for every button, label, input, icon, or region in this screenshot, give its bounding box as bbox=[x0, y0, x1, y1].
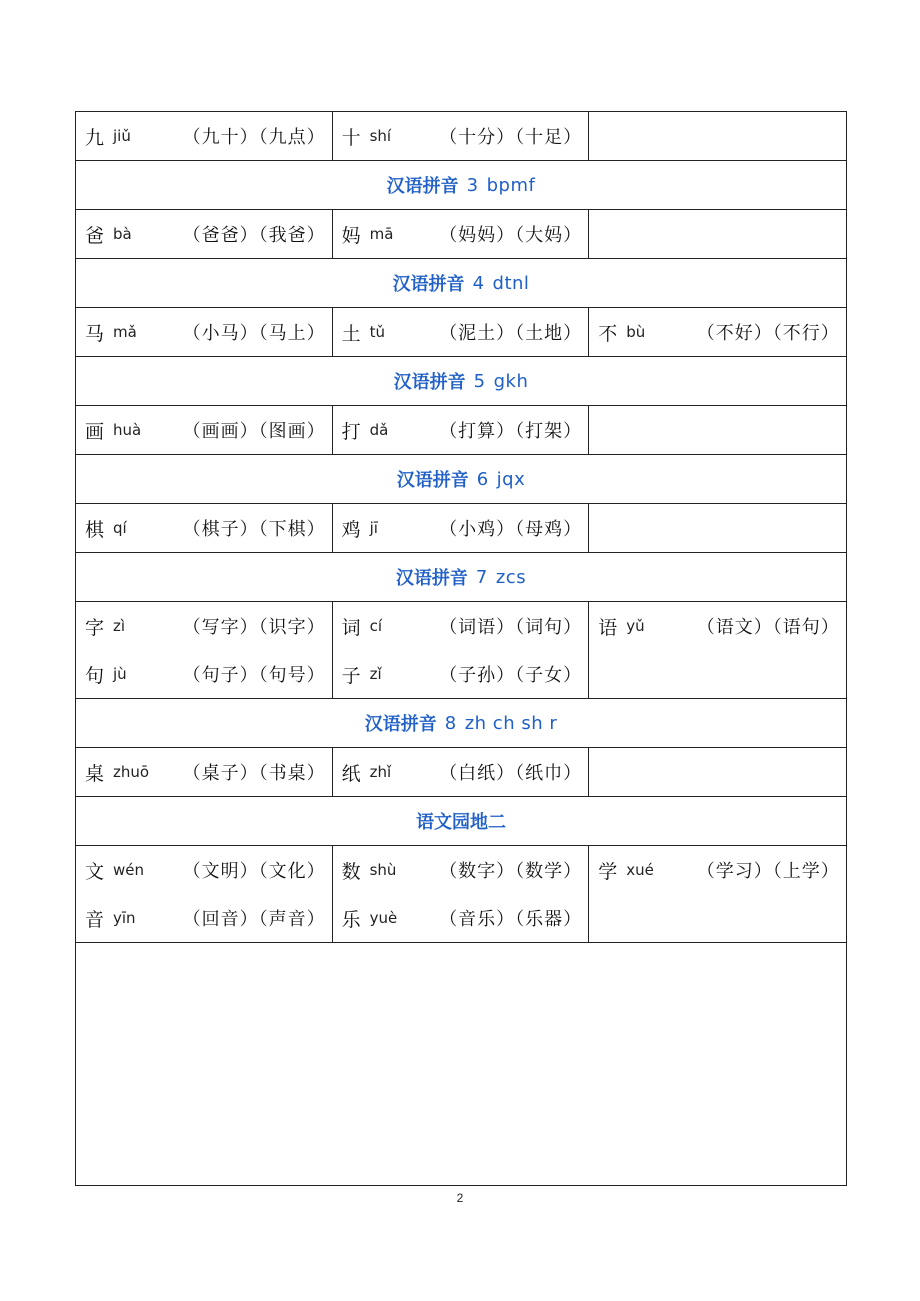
section-number: 5 bbox=[473, 370, 486, 392]
example-words: （回音）（声音） bbox=[182, 909, 326, 930]
section-pinyin: zcs bbox=[495, 566, 527, 588]
word-entry bbox=[85, 602, 326, 650]
pinyin: dǎ bbox=[369, 421, 389, 439]
example-words: （打算）（打架） bbox=[439, 421, 583, 442]
word-cell bbox=[76, 406, 333, 454]
word-entry bbox=[85, 650, 326, 698]
pinyin: yīn bbox=[113, 909, 136, 927]
section-number: 6 bbox=[476, 468, 489, 490]
pinyin: shí bbox=[369, 127, 392, 145]
word-cell bbox=[333, 112, 590, 160]
word-entry bbox=[598, 602, 840, 650]
pinyin: zǐ bbox=[369, 665, 382, 683]
section-header bbox=[76, 553, 846, 602]
word-cell bbox=[76, 602, 333, 698]
word-cell bbox=[589, 406, 846, 454]
word-entry bbox=[342, 650, 583, 698]
example-words: （写字）（识字） bbox=[182, 617, 326, 638]
page-number: 2 bbox=[456, 1191, 464, 1205]
word-cell bbox=[76, 112, 333, 160]
pinyin: jù bbox=[113, 665, 127, 683]
example-words: （语文）（语句） bbox=[696, 617, 840, 638]
section-pinyin: zh ch sh r bbox=[464, 712, 558, 734]
section-title: 语文园地二 bbox=[416, 812, 506, 833]
pinyin: qí bbox=[113, 519, 127, 537]
hanzi-char: 妈 bbox=[341, 224, 361, 247]
word-row bbox=[76, 748, 846, 797]
hanzi-char: 马 bbox=[85, 322, 105, 345]
blank-area bbox=[76, 943, 846, 1186]
word-entry bbox=[598, 308, 840, 356]
example-words: （不好）（不行） bbox=[696, 323, 840, 344]
example-words: （爸爸）（我爸） bbox=[182, 225, 326, 246]
hanzi-char: 学 bbox=[598, 860, 618, 883]
word-row bbox=[76, 504, 846, 553]
pinyin: mā bbox=[369, 225, 394, 243]
pinyin: shù bbox=[369, 861, 397, 879]
word-cell bbox=[589, 308, 846, 356]
section-header bbox=[76, 357, 846, 406]
word-cell bbox=[333, 846, 590, 942]
pinyin: tǔ bbox=[369, 323, 385, 341]
word-cell bbox=[589, 602, 846, 698]
section-pinyin: jqx bbox=[496, 468, 526, 490]
word-entry bbox=[85, 504, 326, 552]
section-title: 汉语拼音 bbox=[392, 274, 465, 295]
hanzi-char: 数 bbox=[341, 860, 361, 883]
hanzi-char: 画 bbox=[85, 420, 105, 443]
example-words: （学习）（上学） bbox=[696, 861, 840, 882]
pinyin: zhǐ bbox=[369, 763, 392, 781]
word-entry bbox=[85, 308, 326, 356]
word-cell bbox=[333, 504, 590, 552]
example-words: （小马）（马上） bbox=[182, 323, 326, 344]
hanzi-char: 纸 bbox=[341, 762, 361, 785]
pinyin: yuè bbox=[369, 909, 398, 927]
section-header bbox=[76, 259, 846, 308]
word-entry bbox=[342, 894, 583, 942]
word-entry bbox=[85, 406, 326, 454]
section-pinyin: gkh bbox=[493, 370, 529, 392]
section-number: 4 bbox=[472, 272, 485, 294]
example-words: （画画）（图画） bbox=[182, 421, 326, 442]
word-cell bbox=[76, 504, 333, 552]
example-words: （棋子）（下棋） bbox=[182, 519, 326, 540]
hanzi-char: 字 bbox=[85, 616, 105, 639]
hanzi-char: 打 bbox=[341, 420, 361, 443]
hanzi-char: 棋 bbox=[85, 518, 105, 541]
word-cell bbox=[333, 406, 590, 454]
word-row bbox=[76, 210, 846, 259]
word-entry bbox=[85, 112, 326, 160]
word-entry bbox=[342, 602, 583, 650]
hanzi-char: 词 bbox=[341, 616, 361, 639]
word-cell bbox=[76, 846, 333, 942]
example-words: （妈妈）（大妈） bbox=[439, 225, 583, 246]
section-number: 3 bbox=[466, 174, 479, 196]
pinyin: bù bbox=[626, 323, 646, 341]
section-title: 汉语拼音 bbox=[396, 470, 469, 491]
hanzi-char: 文 bbox=[85, 860, 105, 883]
word-cell bbox=[589, 112, 846, 160]
section-header bbox=[76, 699, 846, 748]
hanzi-char: 鸡 bbox=[341, 518, 361, 541]
word-cell bbox=[333, 210, 590, 258]
example-words: （子孙）（子女） bbox=[439, 665, 583, 686]
example-words: （音乐）（乐器） bbox=[439, 909, 583, 930]
word-cell bbox=[333, 602, 590, 698]
pinyin: yǔ bbox=[626, 617, 645, 635]
word-row bbox=[76, 308, 846, 357]
pinyin: jiǔ bbox=[113, 127, 131, 145]
vocabulary-table bbox=[75, 111, 847, 1186]
example-words: （十分）（十足） bbox=[439, 127, 583, 148]
example-words: （文明）（文化） bbox=[182, 861, 326, 882]
word-cell bbox=[76, 308, 333, 356]
word-cell bbox=[589, 210, 846, 258]
word-entry bbox=[342, 748, 583, 796]
pinyin: zì bbox=[113, 617, 126, 635]
hanzi-char: 桌 bbox=[85, 762, 105, 785]
hanzi-char: 九 bbox=[85, 126, 105, 149]
pinyin: wén bbox=[113, 861, 145, 879]
word-entry bbox=[85, 748, 326, 796]
example-words: （数字）（数学） bbox=[439, 861, 583, 882]
hanzi-char: 不 bbox=[598, 322, 618, 345]
example-words: （桌子）（书桌） bbox=[182, 763, 326, 784]
pinyin: mǎ bbox=[113, 323, 137, 341]
word-cell bbox=[589, 748, 846, 796]
section-header bbox=[76, 455, 846, 504]
section-pinyin: bpmf bbox=[486, 174, 536, 196]
section-title: 汉语拼音 bbox=[393, 372, 466, 393]
word-entry bbox=[342, 112, 583, 160]
pinyin: zhuō bbox=[113, 763, 150, 781]
hanzi-char: 十 bbox=[341, 126, 361, 149]
word-row bbox=[76, 846, 846, 943]
word-entry bbox=[342, 846, 583, 894]
pinyin: bà bbox=[113, 225, 132, 243]
section-title: 汉语拼音 bbox=[364, 714, 437, 735]
hanzi-char: 爸 bbox=[85, 224, 105, 247]
example-words: （九十）（九点） bbox=[182, 127, 326, 148]
word-row bbox=[76, 602, 846, 699]
hanzi-char: 土 bbox=[341, 322, 361, 345]
example-words: （词语）（词句） bbox=[439, 617, 583, 638]
hanzi-char: 音 bbox=[85, 908, 105, 931]
pinyin: cí bbox=[369, 617, 383, 635]
word-entry bbox=[85, 210, 326, 258]
word-cell bbox=[589, 504, 846, 552]
example-words: （泥土）（土地） bbox=[439, 323, 583, 344]
section-title: 汉语拼音 bbox=[386, 176, 459, 197]
hanzi-char: 句 bbox=[85, 664, 105, 687]
hanzi-char: 乐 bbox=[341, 908, 361, 931]
section-header bbox=[76, 797, 846, 846]
hanzi-char: 子 bbox=[341, 664, 361, 687]
word-cell bbox=[76, 748, 333, 796]
pinyin: huà bbox=[113, 421, 142, 439]
word-cell bbox=[333, 308, 590, 356]
word-entry bbox=[342, 308, 583, 356]
example-words: （句子）（句号） bbox=[182, 665, 326, 686]
section-title: 汉语拼音 bbox=[395, 568, 468, 589]
word-row bbox=[76, 406, 846, 455]
word-entry bbox=[598, 846, 840, 894]
word-entry bbox=[342, 210, 583, 258]
word-cell bbox=[333, 748, 590, 796]
word-cell bbox=[76, 210, 333, 258]
section-header bbox=[76, 161, 846, 210]
word-entry bbox=[342, 504, 583, 552]
hanzi-char: 语 bbox=[598, 616, 618, 639]
pinyin: jī bbox=[369, 519, 378, 537]
word-cell bbox=[589, 846, 846, 942]
word-entry bbox=[342, 406, 583, 454]
section-number: 7 bbox=[475, 566, 488, 588]
word-entry bbox=[85, 846, 326, 894]
pinyin: xué bbox=[626, 861, 654, 879]
example-words: （白纸）（纸巾） bbox=[439, 763, 583, 784]
section-pinyin: dtnl bbox=[492, 272, 530, 294]
word-entry bbox=[85, 894, 326, 942]
section-number: 8 bbox=[444, 712, 457, 734]
example-words: （小鸡）（母鸡） bbox=[439, 519, 583, 540]
word-row bbox=[76, 112, 846, 161]
